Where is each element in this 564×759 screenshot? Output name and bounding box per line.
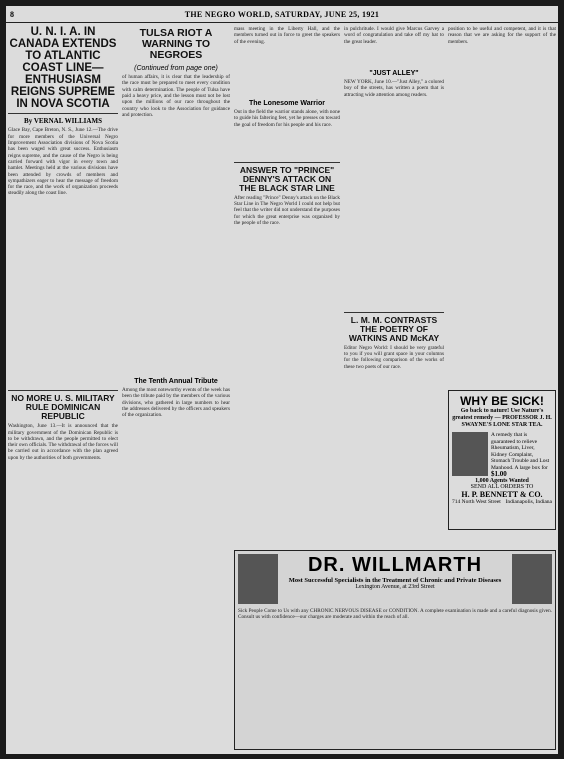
article-body: Editor Negro World: I should be very grateful to you if you will grant space in your columns for the following comparison of the works of these two poets of our race. [344, 344, 444, 370]
headline-black-star-line: ANSWER TO "PRINCE" DENNY'S ATTACK ON THE BLACK STAR LINE [239, 165, 335, 193]
ad-subhead: Go back to nature! Use Nature's greatest remedy — PROFESSOR J. H. SWAYNE'S LONE STAR TEA. [452, 408, 552, 428]
poem-title: The Lonesome Warrior [249, 100, 325, 107]
dr-willmarth-ad [234, 550, 556, 750]
ad-city: Indianapolis, Indiana [505, 498, 552, 505]
divider [234, 162, 340, 163]
masthead-title: THE NEGRO WORLD, SATURDAY, JUNE 25, 1921 [184, 10, 380, 19]
ad-address: Lexington Avenue, at 23rd Street [355, 584, 435, 590]
article-body: in pulchritude. I would give Marcus Garvey a word of congratulation and take off my hat to the great leader. [344, 26, 444, 45]
column-5 [448, 26, 556, 546]
subheading: The Tenth Annual Tribute [134, 378, 218, 386]
divider [8, 113, 118, 114]
ad-body: A remedy that is guaranteed to relieve Rheumatism, Liver, Kidney Complaint, Stomach Trouble and Lost Manhood. A large box for [491, 432, 550, 471]
lone-star-tea-ad [448, 390, 556, 530]
column-1 [8, 26, 118, 750]
poem-body: Out in the field the warrior stands alone, with none to guide his faltering feet, yet he presses on toward the goal of freedom for his people and his race. [234, 109, 340, 128]
article-body: of human affairs, it is clear that the leadership of the race must be prepared to meet every condition with calm determination. The people of Tulsa have paid a heavy price, and the lesson must not be lost upon the millions of our race throughout the country who look to the Association for guidance and protection. [122, 74, 230, 118]
doctor-portrait [512, 554, 552, 604]
tea-package-image [452, 432, 488, 476]
headline-dominican-republic: NO MORE U. S. MILITARY RULE DOMINICAN REPUBLIC [11, 393, 115, 422]
article-body: Washington, June 13.—It is announced that the military government of the Dominican Republic is to be withdrawn, and the people permitted to elect their own officials. The withdrawal of the forces will be carried out in accordance with the plan agreed upon by the authorities of both governments. [8, 423, 118, 461]
headline-poetry: L. M. M. CONTRASTS THE POETRY OF WATKINS AND McKAY [348, 315, 440, 343]
article-body: After reading "Prince" Denny's attack on the Black Star Line in The Negro World I could not help but feel that the writer did not understand the purposes for which the great enterprise was organized by the people of the race. [234, 194, 340, 226]
continued-note: (Continued from page one) [134, 65, 218, 73]
ad-send: SEND ALL ORDERS TO [470, 483, 534, 490]
page-number: 8 [10, 10, 15, 19]
ad-headline: DR. WILLMARTH [307, 554, 483, 576]
divider [344, 312, 444, 313]
poem-title: "JUST ALLEY" [369, 70, 419, 77]
article-body: Among the most noteworthy events of the week has been the tribute paid by the members of the various divisions, who gathered in large numbers to hear the addresses delivered by the officers and speakers of the organization. [122, 387, 230, 419]
masthead [6, 10, 558, 23]
ad-agents: 1,000 Agents Wanted [475, 477, 529, 484]
newspaper-page [6, 6, 558, 754]
doctor-portrait [238, 554, 278, 604]
divider [8, 390, 118, 391]
byline: By VERNAL WILLIAMS [24, 117, 102, 126]
column-2 [122, 26, 230, 750]
ad-body: Sick People Come to Us with any CHRONIC NERVOUS DISEASE or CONDITION. A complete examination is made and a careful diagnosis given. Consult us with confidence—our charges are moderate and within the reach of all. [238, 608, 552, 621]
ad-headline: WHY BE SICK! [460, 394, 544, 408]
ad-subhead: Most Successful Specialists in the Treatment of Chronic and Private Diseases [288, 577, 502, 584]
ad-price: $1.00 [491, 470, 507, 478]
column-3 [234, 26, 340, 546]
headline-tulsa-riot: TULSA RIOT A WARNING TO NEGROES [139, 27, 213, 62]
article-body: Glace Bay, Cape Breton, N. S., June 12.—The drive for more members of the Universal Negro Improvement Association divisions of Nova Scotia has been waged with great success. Enthusiasm reigns supreme, and the cause of the Negro is being carried forward with vigor in every town and hamlet. Meetings held at the various divisions have been attended by crowds of members and sympathizers eager to hear the message of freedom for the race, and the work of organization proceeds steadily along the coast line. [8, 127, 118, 197]
ad-company: H. P. BENNETT & CO. [461, 489, 543, 499]
article-body: mass meeting in the Liberty Hall, and the members turned out in force to greet the speakers of the evening. [234, 26, 340, 45]
headline-unia-canada: U. N. I. A. IN CANADA EXTENDS TO ATLANTIC COAST LINE—ENTHUSIASM REIGNS SUPREME IN NOVA SCOTIA [9, 26, 117, 111]
article-body: position to be useful and competent, and it is that reason that we are asking for the support of the members. [448, 26, 556, 45]
column-4 [344, 26, 444, 546]
article-body: NEW YORK, June 10.—"Just Alley," a colored boy of the streets, has written a poem that is attracting wide attention among readers. [344, 79, 444, 98]
ad-address: 714 North West Street [452, 498, 501, 505]
